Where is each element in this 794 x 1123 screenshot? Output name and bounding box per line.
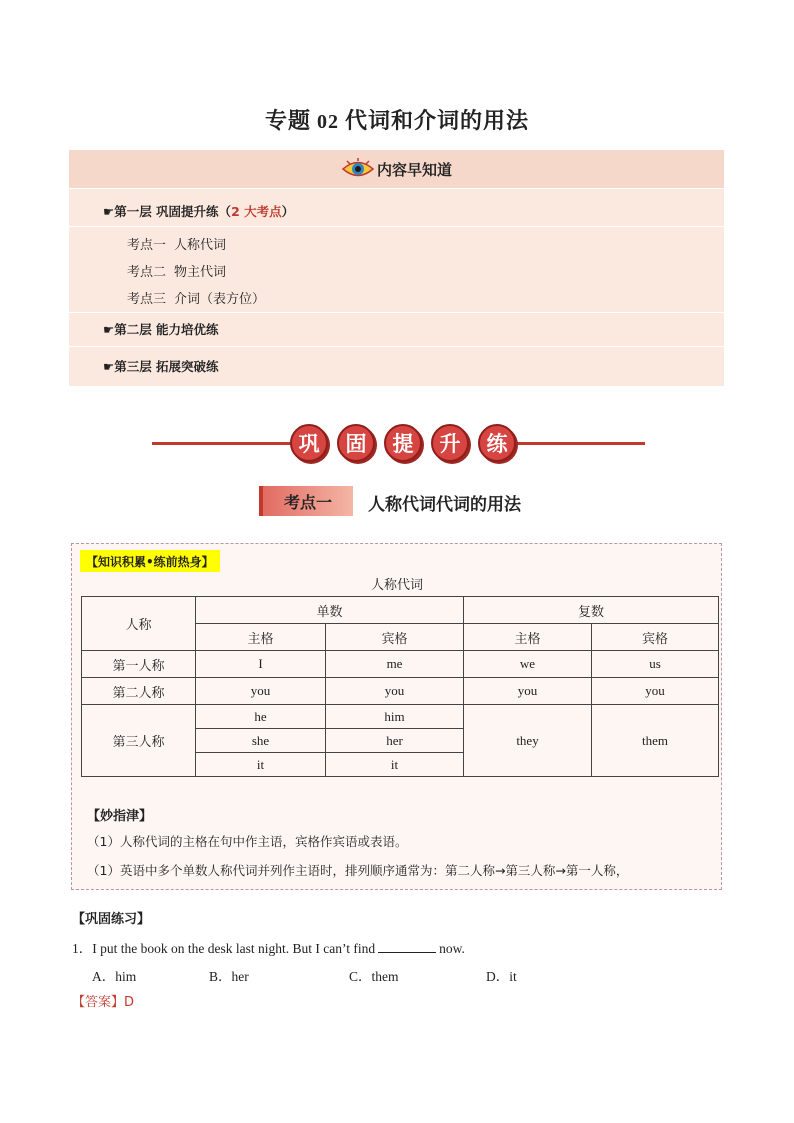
header-person: 人称	[82, 597, 196, 651]
divider	[69, 312, 724, 313]
table-row	[82, 651, 719, 678]
eye-icon	[341, 158, 375, 180]
answer: 【答案】D	[72, 995, 135, 1010]
kp-heading: 人称代词代词的用法	[368, 495, 521, 515]
tip-2: （1）英语中多个单数人称代词并列作主语时，排列顺序通常为：第二人称→第三人称→第一人称，	[87, 863, 629, 878]
banner-line-left	[152, 442, 292, 445]
table-row	[82, 705, 719, 729]
tip-1: （1）人称代词的主格在句中作主语，宾格作宾语或表语。	[87, 834, 408, 849]
cell: me	[326, 651, 464, 678]
row-label: 第三人称	[82, 705, 196, 777]
banner-char: 升	[431, 424, 469, 462]
cell: you	[592, 678, 719, 705]
cell: she	[196, 729, 326, 753]
banner-char: 提	[384, 424, 422, 462]
cell: it	[196, 753, 326, 777]
cell: her	[326, 729, 464, 753]
kp-tag: 考点一	[259, 486, 353, 516]
contents-title: 内容早知道	[376, 160, 452, 179]
page-title: 专题 02 代词和介词的用法	[264, 109, 530, 134]
cell: he	[196, 705, 326, 729]
cell: you	[464, 678, 592, 705]
table-row	[82, 678, 719, 705]
banner-line-right	[502, 442, 645, 445]
divider	[69, 226, 724, 227]
header-obj: 宾格	[592, 624, 719, 651]
banner-char: 固	[337, 424, 375, 462]
header-subj: 主格	[464, 624, 592, 651]
layer-3: ☛第三层 拓展突破练	[103, 359, 219, 374]
divider	[69, 346, 724, 347]
cell: them	[592, 705, 719, 777]
cell: we	[464, 651, 592, 678]
option-b: B．her	[209, 969, 249, 984]
option-d: D．it	[486, 969, 517, 984]
cell: you	[326, 678, 464, 705]
contents-panel	[69, 150, 724, 386]
cell: they	[464, 705, 592, 777]
point-3: 考点三 介词（表方位）	[127, 292, 266, 307]
pronoun-table	[81, 596, 719, 777]
practice-title: 【巩固练习】	[72, 912, 151, 927]
table-caption: 人称代词	[370, 578, 423, 593]
layer-2: ☛第二层 能力培优练	[103, 322, 219, 337]
tips-title: 【妙指津】	[87, 809, 153, 824]
header-obj: 宾格	[326, 624, 464, 651]
cell: him	[326, 705, 464, 729]
contents-header	[69, 150, 724, 188]
cell: us	[592, 651, 719, 678]
cell: it	[326, 753, 464, 777]
option-a: A．him	[92, 969, 137, 984]
divider	[69, 188, 724, 189]
banner-char: 练	[478, 424, 516, 462]
point-1: 考点一 人称代词	[127, 238, 227, 253]
option-c: C．them	[349, 969, 399, 984]
header-plural: 复数	[464, 597, 719, 624]
answer-blank	[378, 940, 436, 953]
question-1: 1．I put the book on the desk last night. But I can’t find now.	[72, 941, 465, 956]
header-subj: 主格	[196, 624, 326, 651]
point-2: 考点二 物主代词	[127, 265, 227, 280]
header-singular: 单数	[196, 597, 464, 624]
row-label: 第一人称	[82, 651, 196, 678]
cell: you	[196, 678, 326, 705]
cell: I	[196, 651, 326, 678]
layer-1: ☛第一层 巩固提升练（2 大考点）	[103, 204, 295, 219]
knowledge-tag: 【知识积累•练前热身】	[80, 550, 220, 572]
banner-char: 巩	[290, 424, 328, 462]
row-label: 第二人称	[82, 678, 196, 705]
